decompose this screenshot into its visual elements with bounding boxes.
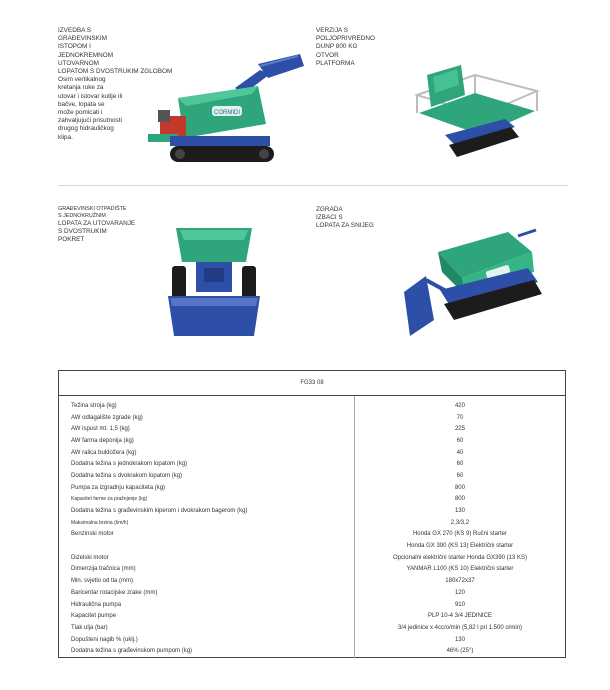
- table-row: Dodatna težina s dvokrakom lopatom (kg) 60: [59, 470, 566, 482]
- caption-top-right: VERZIJA S POLJOPRIVREDNO DUNP 800 KG OTVOR PLATFORMA: [316, 27, 375, 67]
- table-row: Maksimalna brzina (km/h) 2,3/3,2: [59, 517, 566, 529]
- table-row: Dodatna težina s građevinskom pumpom (kg) 46% (25°): [59, 645, 566, 657]
- brand-decal: CORMIDI: [214, 110, 240, 116]
- photo-front-shovel: [166, 222, 262, 340]
- table-row: AW ralica buldožera (kg) 40: [59, 447, 566, 459]
- table-row: Dizelski motor Opcionalni električni starter Honda GX390 (13 KS): [59, 552, 566, 564]
- caption-top-left: IZVEDBA S GRAĐEVINSKIM ISTOPOM I JEDNOKREMNOM UTOVARNOM LOPATOM S DVOSTRUKIM ZGLOBOM Osim vertikalnog kretanja ruke za utovar i istovar kutije ili bačve, lopata se može pomicati i zahvaljujući prisutnosti drugog hidrauličkog klipa.: [58, 27, 173, 141]
- table-row: Dimenzija tračnica (mm) YANMAR L100 (KS 10) Električni starter: [59, 564, 566, 576]
- photo-snow-blade: [400, 222, 550, 340]
- table-row: Dodatna težina s jednokrakom lopatom (kg) 60: [59, 458, 566, 470]
- section-divider: [58, 185, 568, 186]
- table-row: AW odlagalište zgrade (kg) 70: [59, 412, 566, 424]
- table-row: AW farma deponija (kg) 60: [59, 435, 566, 447]
- spec-table: [58, 370, 566, 658]
- table-row: Dopušteni nagib % (uklj.) 130: [59, 634, 566, 646]
- table-row: Težina stroja (kg) 420: [59, 396, 566, 412]
- table-row: Dodatna težina s građevinskim kiperom i dvokrakom bagerom (kg) 130: [59, 505, 566, 517]
- table-row: Benzinski motor Honda GX 270 (KS 9) Ručni starter: [59, 529, 566, 541]
- table-row: AW ispust mt. 1,5 (kg) 225: [59, 423, 566, 435]
- photo-dumper-shovel: [140, 48, 310, 172]
- table-row: Kapacitet pumpe PLP 10-4 3/4 JEDINICE: [59, 610, 566, 622]
- caption-mid-left: GRAĐEVINSKI OTPADIŠTE S JEDNOKRUŽNIM LOPATA ZA UTOVARANJE S DVOSTRUKIM POKRET: [58, 206, 136, 243]
- table-row: Kapacitet farme za pražnjenje (kg) 800: [59, 494, 566, 506]
- spec-table-title: FG33 08: [59, 371, 566, 396]
- table-row: Min. svjetlo od tla (mm) 180x72x37: [59, 575, 566, 587]
- caption-mid-right: ZGRADA IZBACI S LOPATA ZA SNIJEG: [316, 206, 374, 230]
- table-row: Hidraulična pumpa 910: [59, 599, 566, 611]
- table-row: Baricentar rotacijske zrake (mm) 120: [59, 587, 566, 599]
- photo-platform-dumper: [405, 55, 545, 170]
- table-row: Pumpa za izgradnju kapaciteta (kg) 800: [59, 482, 566, 494]
- table-row: Honda GX 390 (KS 13) Električni starter: [59, 540, 566, 552]
- table-row: Tlak ulja (bar) 3/4 jedinice x 4cc/o/min (5,82 l pri 1.500 o/min): [59, 622, 566, 634]
